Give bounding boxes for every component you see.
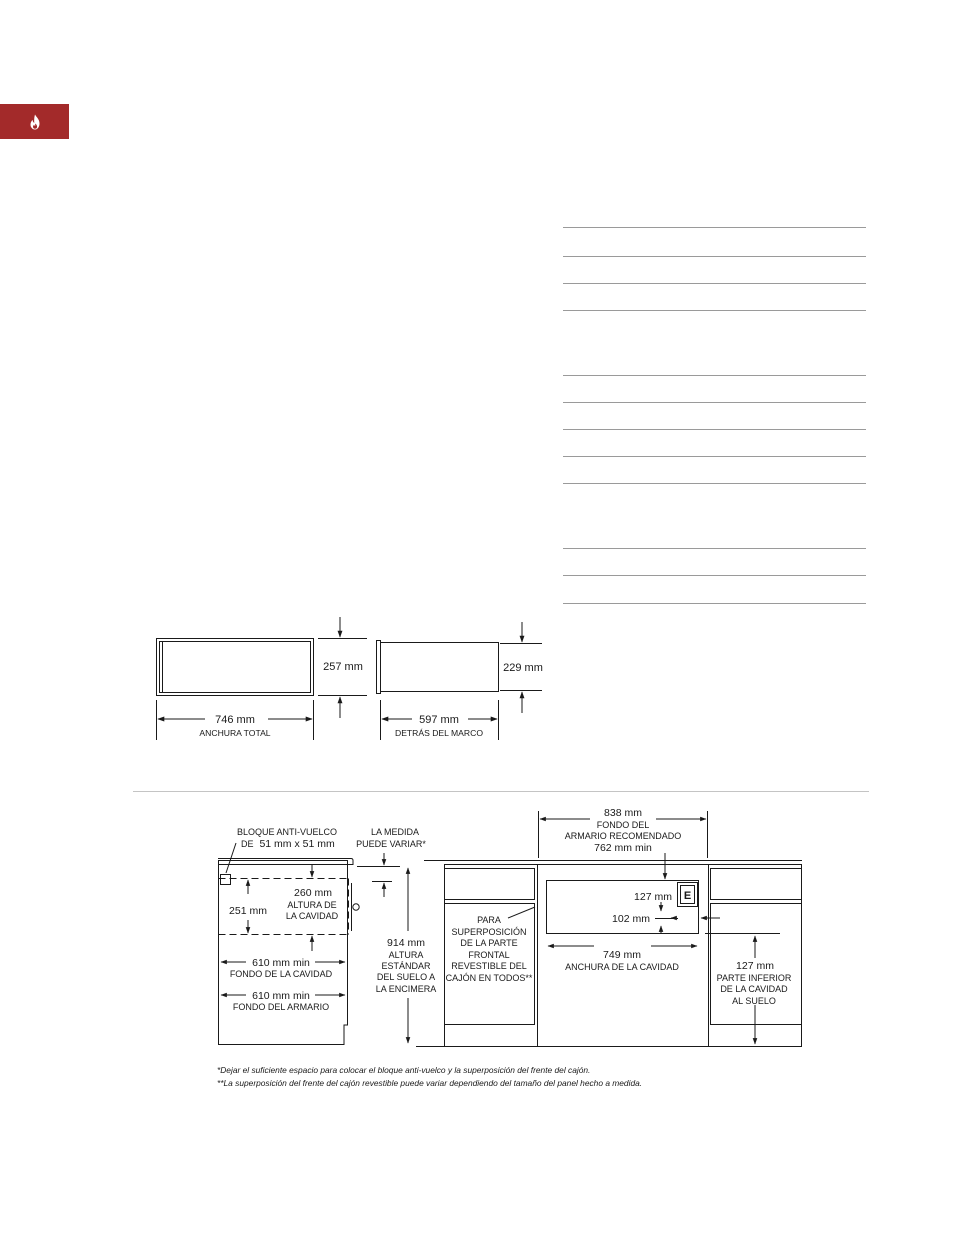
overall-width-value: 746 mm: [215, 714, 255, 726]
top-gap-label: 127 mm: [634, 891, 672, 903]
drawer-front-outline: [157, 639, 314, 696]
drawer-body-outline: [377, 641, 381, 694]
floor-label-1: PARTE INFERIOR: [716, 973, 792, 983]
std-height-label-2: ESTÁNDAR: [381, 961, 431, 971]
rec-depth-min: 762 mm min: [594, 842, 652, 854]
front-height-label: 257 mm: [323, 661, 363, 673]
anti-tip-label: BLOQUE ANTI-VUELCO: [237, 827, 338, 837]
cavity-opening: [547, 881, 699, 934]
overlay-label-3: DE LA PARTE: [460, 938, 518, 948]
rec-depth-label-2: ARMARIO RECOMENDADO: [564, 831, 682, 841]
floor-value: 127 mm: [736, 960, 774, 972]
anti-tip-block: [221, 875, 231, 885]
floor-label-3: AL SUELO: [732, 996, 776, 1006]
measure-varies-1: LA MEDIDA: [370, 827, 420, 837]
std-height-value: 914 mm: [387, 937, 425, 949]
body-height-label: 229 mm: [503, 662, 543, 674]
measure-varies-2: PUEDE VARIAR*: [356, 839, 426, 849]
drawer-handle: [353, 904, 359, 910]
std-height-label-4: LA ENCIMERA: [375, 984, 437, 994]
rec-depth-value: 838 mm: [604, 807, 642, 819]
overlay-label-1: PARA: [477, 915, 501, 925]
cavity-height-value: 260 mm: [294, 887, 332, 899]
cavity-depth-value: 610 mm min: [252, 957, 310, 969]
section-divider: [133, 791, 869, 792]
std-height-label-3: DEL SUELO A: [376, 972, 436, 982]
footnote-1: *Dejar el suficiente espacio para colocar el bloque anti-vuelco y la superposición del frente del cajón.: [217, 1065, 591, 1075]
cavity-width-value: 749 mm: [603, 949, 641, 961]
overall-width-label: ANCHURA TOTAL: [199, 728, 271, 738]
floor-label-2: DE LA CAVIDAD: [720, 984, 788, 994]
cabinet-depth-label: FONDO DEL ARMARIO: [232, 1002, 330, 1012]
overlay-label-5: REVESTIBLE DEL: [451, 961, 527, 971]
anti-tip-size: [241, 838, 335, 850]
anti-tip-size-value: 51 mm x 51 mm: [259, 838, 335, 850]
rec-depth-label-1: FONDO DEL: [596, 820, 650, 830]
installation-diagram: [0, 795, 954, 1060]
inner-height-label: 251 mm: [229, 905, 267, 917]
overlay-label-2: SUPERPOSICIÓN: [451, 927, 527, 937]
behind-frame-label: DETRÁS DEL MARCO: [394, 728, 484, 738]
anti-tip-prefix: DE: [241, 839, 254, 849]
side-gap-label: 102 mm: [612, 913, 650, 925]
cavity-width-label: ANCHURA DE LA CAVIDAD: [565, 962, 679, 972]
footnotes: [217, 1064, 857, 1090]
cavity-height-label-1: ALTURA DE: [287, 900, 337, 910]
overlay-label-4: FRONTAL: [468, 950, 510, 960]
overlay-label-6: CAJÓN EN TODOS**: [445, 973, 533, 983]
cabinet-depth-value: 610 mm min: [252, 990, 310, 1002]
cavity-height-label-2: LA CAVIDAD: [285, 911, 339, 921]
e-badge: E: [683, 890, 692, 902]
behind-frame-value: 597 mm: [419, 714, 459, 726]
std-height-label-1: ALTURA: [388, 950, 424, 960]
footnote-2: **La superposición del frente del cajón revestible puede variar dependiendo del tamaño del panel hecho a medida.: [217, 1078, 643, 1088]
cavity-depth-label: FONDO DE LA CAVIDAD: [229, 969, 333, 979]
